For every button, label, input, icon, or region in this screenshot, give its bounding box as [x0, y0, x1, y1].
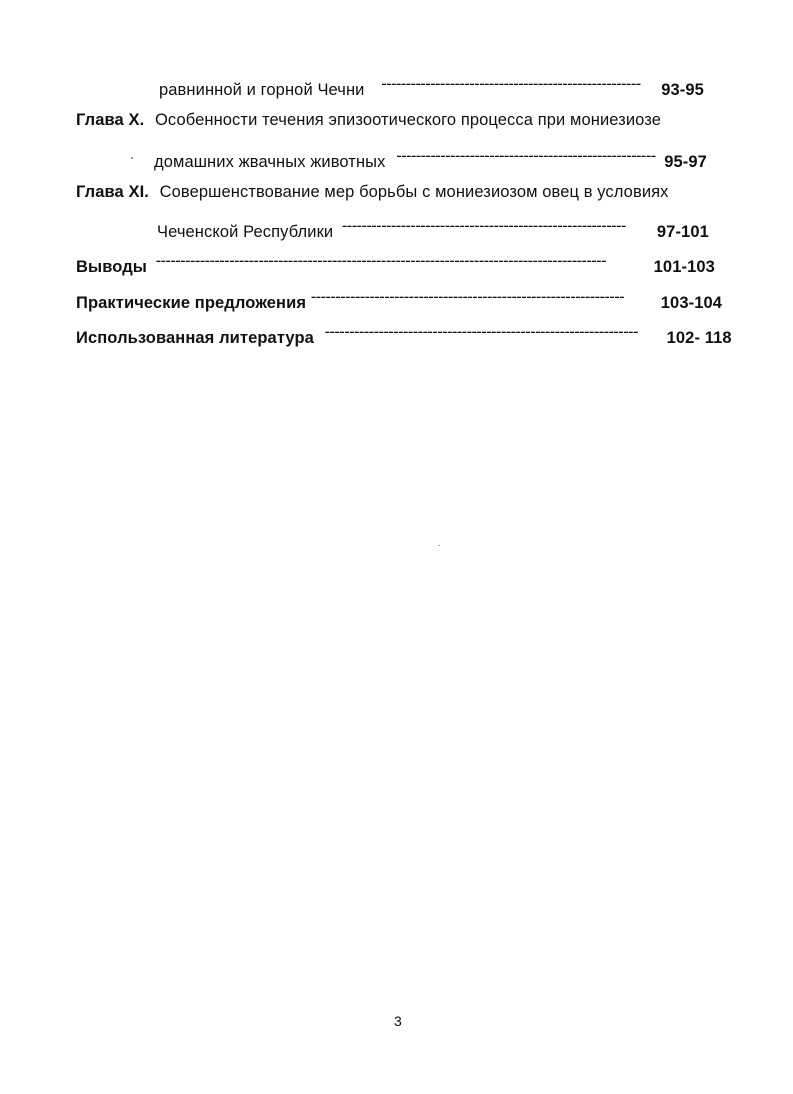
toc-entry: [76, 181, 669, 203]
toc-entry-text: Чеченской Республики: [157, 223, 334, 241]
page-number: 3: [394, 1013, 402, 1029]
toc-entry: [157, 215, 709, 243]
toc-page-range: 103-104: [660, 294, 723, 312]
scan-speck: [131, 157, 133, 159]
toc-section-label: Использованная литература: [76, 329, 314, 347]
toc-entry: [154, 145, 707, 173]
toc-leader: --------------------------------------------------------------------------------------------: [155, 252, 606, 270]
toc-chapter-label: Глава X.: [76, 111, 145, 129]
toc-page-range: 101-103: [653, 258, 715, 276]
toc-leader: ----------------------------------------------------------: [341, 217, 626, 235]
toc-entry: [76, 321, 732, 349]
toc-entry: [76, 109, 661, 131]
toc-entry: [159, 73, 704, 101]
toc-entry: [76, 250, 715, 278]
toc-entry-text: Совершенствование мер борьбы с мониезиозом овец в условиях: [159, 183, 669, 201]
toc-page-range: 95-97: [664, 153, 707, 171]
toc-entry-text: равнинной и горной Чечни: [159, 81, 365, 99]
toc-entry-text: Особенности течения эпизоотического процесса при мониезиозе: [154, 111, 662, 129]
toc-page-range: 102- 118: [666, 329, 732, 347]
toc-section-label: Практические предложения: [76, 294, 307, 312]
toc-entry-text: домашних жвачных животных: [154, 153, 386, 171]
toc-section-label: Выводы: [76, 258, 147, 276]
scan-speck: [438, 545, 440, 546]
toc-leader: ----------------------------------------------------------------: [324, 323, 638, 341]
toc-leader: ----------------------------------------------------------------: [310, 288, 625, 306]
toc-chapter-label: Глава XI.: [76, 183, 149, 201]
toc-leader: -----------------------------------------------------: [381, 75, 641, 93]
toc-page-range: 97-101: [656, 223, 709, 241]
toc-entry: [76, 286, 722, 314]
toc-page-range: 93-95: [661, 81, 704, 99]
toc-leader: -----------------------------------------------------: [396, 147, 656, 165]
